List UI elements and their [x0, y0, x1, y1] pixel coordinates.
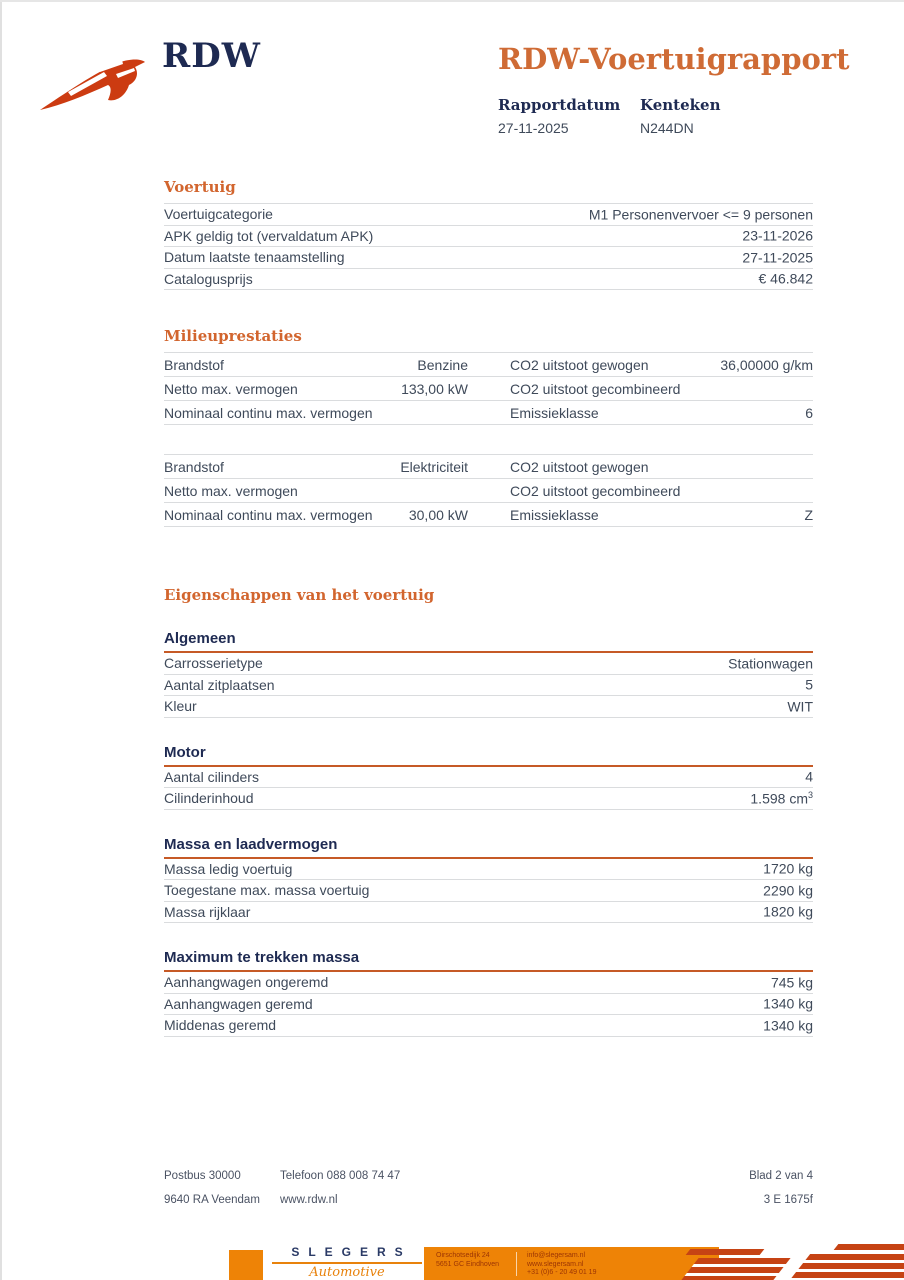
row-right-pair	[510, 459, 813, 475]
section-milieuprestaties	[164, 327, 813, 527]
table-row	[164, 696, 813, 718]
subsection-massa	[164, 836, 813, 924]
table-row	[164, 653, 813, 675]
row-label: Cilinderinhoud	[164, 790, 254, 807]
table-row	[164, 503, 813, 527]
trekken-massa-rows	[164, 972, 813, 1037]
row-left-pair	[164, 507, 468, 523]
dealer-contact-strip	[424, 1247, 719, 1280]
row-label: Aanhangwagen geremd	[164, 995, 313, 1012]
contact-divider	[516, 1252, 517, 1276]
subsection-title: Massa en laadvermogen	[164, 836, 813, 859]
row-value: 4	[805, 769, 813, 786]
row-value: 1340 kg	[763, 996, 813, 1013]
license-plate-label: Kenteken	[640, 96, 721, 114]
table-row	[164, 859, 813, 881]
license-plate-value: N244DN	[640, 120, 694, 136]
dealer-wordmark	[272, 1245, 422, 1280]
voertuig-rows	[164, 203, 813, 290]
page-footer	[164, 1170, 813, 1218]
section-eigenschappen	[164, 586, 813, 1037]
table-row	[164, 902, 813, 924]
dealer-street: Oirschotsedijk 24	[436, 1252, 490, 1259]
row-value: € 46.842	[758, 271, 813, 288]
table-row	[164, 226, 813, 248]
row-value: 23-11-2026	[742, 228, 813, 245]
row-label: Emissieklasse	[510, 506, 599, 523]
decorative-stripe	[681, 1258, 790, 1280]
report-date-label: Rapportdatum	[498, 96, 621, 114]
page-edge-top	[0, 0, 904, 2]
section-voertuig	[164, 178, 813, 290]
row-value: Benzine	[417, 356, 468, 373]
row-label: CO2 uitstoot gewogen	[510, 356, 649, 373]
row-label: Carrosserietype	[164, 655, 263, 672]
section-title: Eigenschappen van het voertuig	[164, 586, 435, 604]
row-left-pair	[164, 483, 468, 499]
report-date-block	[498, 96, 640, 136]
dealer-email: info@slegersam.nl	[527, 1252, 586, 1259]
section-title: Voertuig	[164, 178, 236, 196]
row-left-pair	[164, 405, 468, 421]
milieu-block-elektriciteit	[164, 454, 813, 527]
footer-row	[164, 1194, 813, 1218]
row-value: 1.598 $cm^3$	[750, 789, 813, 807]
row-left-pair	[164, 357, 468, 373]
row-label: CO2 uitstoot gecombineerd	[510, 380, 681, 397]
row-value: 1340 kg	[763, 1017, 813, 1034]
row-value: WIT	[787, 698, 813, 715]
table-row	[164, 880, 813, 902]
row-right-pair	[510, 483, 813, 499]
row-left-pair	[164, 381, 468, 397]
row-label: Brandstof	[164, 356, 224, 373]
row-label: Netto max. vermogen	[164, 380, 298, 397]
algemeen-rows	[164, 653, 813, 718]
page-title: RDW-Voertuigrapport	[498, 42, 850, 76]
row-label: Middenas geremd	[164, 1017, 277, 1034]
table-row	[164, 377, 813, 401]
row-right-pair	[510, 405, 813, 421]
row-label: Catalogusprijs	[164, 270, 253, 287]
table-row	[164, 972, 813, 994]
row-value: 36,00000 g/km	[720, 356, 813, 373]
table-row	[164, 353, 813, 377]
subsection-title: Maximum te trekken massa	[164, 949, 813, 972]
motor-rows	[164, 767, 813, 810]
row-value: Stationwagen	[728, 655, 813, 672]
row-value: 30,00 kW	[408, 506, 468, 523]
section-title: Milieuprestaties	[164, 327, 302, 345]
page-edge-left	[0, 0, 2, 1280]
row-value: 133,00 kW	[401, 380, 468, 397]
row-label: Aanhangwagen ongeremd	[164, 974, 329, 991]
table-row	[164, 269, 813, 291]
decorative-stripe	[686, 1249, 765, 1255]
row-label: Kleur	[164, 698, 197, 715]
dealer-rule	[272, 1262, 422, 1264]
row-label: Aantal cilinders	[164, 768, 259, 785]
rdw-logo-flame-icon	[38, 50, 152, 116]
row-label: Emissieklasse	[510, 404, 599, 421]
table-row	[164, 675, 813, 697]
row-right-pair	[510, 381, 813, 397]
rdw-logo-text: RDW	[162, 36, 261, 76]
row-label: Nominaal continu max. vermogen	[164, 404, 373, 421]
table-row	[164, 1015, 813, 1037]
dealer-contact	[527, 1252, 596, 1278]
row-label: Datum laatste tenaamstelling	[164, 249, 345, 266]
subsection-algemeen	[164, 630, 813, 718]
table-row	[164, 247, 813, 269]
report-meta	[498, 96, 720, 136]
row-label: Toegestane max. massa voertuig	[164, 882, 370, 899]
row-label: Nominaal continu max. vermogen	[164, 506, 373, 523]
subsection-trekken-massa	[164, 949, 813, 1037]
row-left-pair	[164, 459, 468, 475]
table-row	[164, 479, 813, 503]
row-value: Elektriciteit	[400, 458, 468, 475]
dealer-name: SLEGERS	[291, 1245, 412, 1259]
footer-city: 9640 RA Veendam	[164, 1194, 260, 1206]
row-right-pair	[510, 357, 813, 373]
row-value: 1820 kg	[763, 904, 813, 921]
table-row	[164, 204, 813, 226]
row-label: Aantal zitplaatsen	[164, 676, 275, 693]
dealer-address	[436, 1252, 516, 1269]
table-row	[164, 788, 813, 810]
decorative-stripe	[834, 1244, 904, 1250]
row-value: 5	[805, 677, 813, 694]
subsection-title: Algemeen	[164, 630, 813, 653]
row-value: 745 kg	[770, 974, 813, 991]
footer-row	[164, 1170, 813, 1194]
subsection-title: Motor	[164, 744, 813, 767]
row-label: Massa rijklaar	[164, 903, 251, 920]
row-value: M1 Personenvervoer <= 9 personen	[588, 206, 813, 223]
dealer-tagline: Automotive	[309, 1265, 385, 1280]
table-row	[164, 994, 813, 1016]
row-label: CO2 uitstoot gewogen	[510, 458, 649, 475]
form-code: 3 E 1675f	[763, 1194, 813, 1206]
dealer-logo-square	[229, 1250, 263, 1280]
row-right-pair	[510, 507, 813, 523]
dealer-website: www.slegersam.nl	[527, 1260, 584, 1268]
row-label: Massa ledig voertuig	[164, 860, 293, 877]
row-value: Z	[804, 506, 813, 523]
row-value: 2290 kg	[763, 882, 813, 899]
row-value: 6	[805, 404, 813, 421]
license-plate-block	[640, 96, 720, 136]
row-label: Netto max. vermogen	[164, 482, 298, 499]
footer-phone: Telefoon 088 008 74 47	[280, 1170, 401, 1182]
row-label: APK geldig tot (vervaldatum APK)	[164, 227, 374, 244]
footer-postbus: Postbus 30000	[164, 1170, 241, 1182]
milieu-block-benzine	[164, 352, 813, 425]
row-label: CO2 uitstoot gecombineerd	[510, 482, 681, 499]
massa-rows	[164, 859, 813, 924]
page-indicator: Blad 2 van 4	[749, 1170, 813, 1182]
table-row	[164, 767, 813, 789]
row-label: Brandstof	[164, 458, 224, 475]
report-date-value: 27-11-2025	[498, 120, 569, 136]
row-label: Voertuigcategorie	[164, 206, 273, 223]
dealer-banner	[0, 1244, 904, 1280]
footer-website: www.rdw.nl	[280, 1194, 338, 1206]
table-row	[164, 455, 813, 479]
dealer-phone: +31 (0)6 - 20 49 01 19	[527, 1269, 597, 1276]
subsection-motor	[164, 744, 813, 810]
table-row	[164, 401, 813, 425]
row-value: 1720 kg	[763, 861, 813, 878]
row-value: 27-11-2025	[742, 249, 813, 266]
dealer-city: 5651 GC Eindhoven	[436, 1260, 500, 1268]
